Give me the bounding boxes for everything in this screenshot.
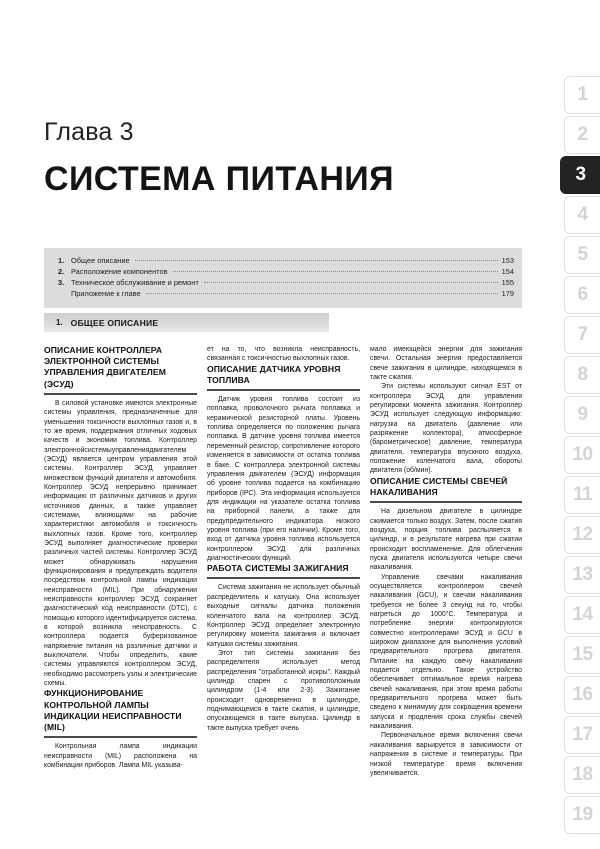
toc-entry-label: Техническое обслуживание и ремонт	[71, 278, 199, 287]
chapter-tab-3[interactable]: 3	[560, 156, 600, 194]
chapter-tab-5[interactable]: 5	[564, 236, 600, 274]
heading-ecm-description: ОПИСАНИЕ КОНТРОЛЛЕРА ЭЛЕКТРОННОЙ СИСТЕМЫ УПРАВЛЕНИЯ ДВИГАТЕЛЕМ (ЭСУД)	[44, 345, 167, 389]
chapter-title: СИСТЕМА ПИТАНИЯ	[44, 160, 394, 198]
toc-entry-number: 3.	[58, 278, 65, 287]
chapter-tab-19[interactable]: 19	[564, 796, 600, 834]
toc-entry-label: Расположение компонентов	[71, 267, 168, 276]
chapter-tab-16[interactable]: 16	[564, 676, 600, 714]
chapter-tab-15[interactable]: 15	[564, 636, 600, 674]
heading-rule	[207, 389, 360, 391]
paragraph: В силовой установке имеются электронные системы управления, предназначенные для уменьшения токсичности выхлопных газов и, в то же время, поддержания отличных ходовых качеств и экономии топлива. Контроллер электроннойсистемыуправлениядвигателем (ЭСУД) является центром управления этой системы. Контроллер ЭСУД управляет множеством функций двигателя и автомобиля. Контроллер ЭСУД непрерывно принимает информацию от различных датчиков и других источников данных, а также управляет системами, влияющими на рабочие характеристики автомобиля и токсичность выхлопных газов. Кроме того, контроллер ЭСУД выполняет диагностические проверки различных частей системы. Контроллер ЭСУД может обнаруживать нарушения функционирования и предупреждать водителя посредством контрольной лампы индикации неисправности (MIL). При обнаружении неисправности контроллер ЭСУД сохраняет диагностический код неисправности (DTC), с помощью которого идентифицируется система, в которой возникла неисправность. С контроллера подается буферизованное напряжение питания на различные датчики и выключатели. Чтобы определить, какие системы управляются контроллером ЭСУД, необходимо рассмотреть узлы и электрические схемы.	[44, 399, 197, 688]
chapter-tab-17[interactable]: 17	[564, 716, 600, 754]
chapter-tab-10[interactable]: 10	[564, 436, 600, 474]
chapter-tab-6[interactable]: 6	[564, 276, 600, 314]
toc-entry[interactable]	[44, 277, 522, 288]
toc-leader-dots	[135, 260, 498, 261]
chapter-label: Глава 3	[44, 118, 134, 146]
toc-leader-dots	[204, 282, 498, 283]
toc-entry-number: 2.	[58, 267, 65, 276]
heading-fuel-level-sensor: ОПИСАНИЕ ДАТЧИКА УРОВНЯ ТОПЛИВА	[207, 363, 341, 385]
toc-entry-page: 154	[501, 267, 514, 276]
heading-ignition-system: РАБОТА СИСТЕМЫ ЗАЖИГАНИЯ	[207, 563, 349, 574]
chapter-tab-9[interactable]: 9	[564, 396, 600, 434]
toc-entry-number: 1.	[58, 256, 65, 265]
section-title: ОБЩЕЕ ОПИСАНИЕ	[70, 317, 159, 328]
column-1	[44, 345, 197, 835]
body-columns	[44, 345, 522, 835]
chapter-tab-2[interactable]: 2	[564, 116, 600, 154]
chapter-tab-7[interactable]: 7	[564, 316, 600, 354]
chapter-tab-14[interactable]: 14	[564, 596, 600, 634]
paragraph: Первоначальное время включения свечи накаливания варьируется в зависимости от напряжения в системе и температуры. При низкой температуре время включения увеличивается.	[370, 732, 522, 777]
paragraph: Эти системы используют сигнал EST от контроллера ЭСУД для управления регулировки момента зажигания. Контроллер ЭСУД использует следующую информацию: нагрузка на двигатель (давление или разряжение коллектора), атмосферное (барометрическое) давление, температура двигателя, температура впускного воздуха, положение коленчатого вала, обороты двигателя (об/мин).	[370, 383, 522, 475]
column-3	[370, 345, 522, 835]
chapter-tab-18[interactable]: 18	[564, 756, 600, 794]
paragraph: Система зажигания не использует обычный распределитель и катушку. Она использует выходные сигналы датчика положения коленчатого вала на контроллер ЭСУД. Контроллер ЭСУД определяет электронную регулировку момента зажигания и включает катушки системы зажигания.	[207, 584, 360, 648]
heading-rule	[370, 501, 522, 503]
toc-entry[interactable]	[44, 266, 522, 277]
paragraph-continued: мало имеющейся энергии для зажигания свечи. Остальная энергия предоставляется свече зажигания в цилиндре, находящемся в такте сжатия.	[370, 346, 522, 382]
paragraph: Датчик уровня топлива состоит из поплавка, проволочного рычага поплавка и керамической резисторной платы. Уровень топлива определяется по положению рычага поплавка. В датчике уровня топлива имеется переменный резистор, сопротивление которого изменяется в зависимости от остатка топлива в баке. С контроллера электронной системы управления двигателем (ЭСУД) информация об уровне топлива подается на комбинацию приборов (IPC). Эта информация используется для индикации на указателе остатка топлива на приборной панели, а также для предупредительного индикатора низкого уровня топлива (при его наличии). Кроме того, вход от датчика уровня топлива используется контроллером ЭСУД для различных диагностических функций.	[207, 396, 360, 562]
toc-entry-page: 179	[501, 289, 514, 298]
heading-mil-operation: ФУНКЦИОНИРОВАНИЕ КОНТРОЛЬНОЙ ЛАМПЫ ИНДИКАЦИИ НЕИСПРАВНОСТИ (MIL)	[44, 688, 182, 733]
toc-entry[interactable]	[44, 288, 522, 299]
column-2	[207, 345, 360, 835]
heading-glow-plug-system: ОПИСАНИЕ СИСТЕМЫ СВЕЧЕЙ НАКАЛИВАНИЯ	[370, 475, 508, 498]
chapter-tab-8[interactable]: 8	[564, 356, 600, 394]
paragraph-continued: ет на то, что возникла неисправность, связанная с токсичностью выхлопных газов.	[207, 346, 360, 363]
paragraph: На дизельном двигателе в цилиндре сжимается только воздух. Затем, после сжатия воздуха, порция топлива распыляется в цилиндр, и в результате нагрева при сжатии происходит воспламенение. Для облегчения пуска двигателя используются четыре свечи накаливания.	[370, 508, 522, 572]
toc-leader-dots	[146, 293, 498, 294]
section-number: 1.	[56, 318, 63, 327]
heading-rule	[207, 577, 360, 579]
chapter-tab-13[interactable]: 13	[564, 556, 600, 594]
paragraph: Этот тип системы зажигания без распределителя использует метод распределения "отработанной искры". Каждый цилиндр спарен с противоположным цилиндром (1-4 или 2-3). Зажигание происходит одновременно в цилиндре, поднимающемся в такте сжатия, и цилиндре, опускающемся в такте выпуска. Цилиндр в такте выпуска требует очень	[207, 649, 360, 732]
toc-entry[interactable]	[44, 255, 522, 266]
chapter-tab-strip	[556, 0, 600, 849]
chapter-tab-11[interactable]: 11	[564, 476, 600, 514]
paragraph: Управление свечами накаливания осуществляется контроллером свечей накаливания (GCU), и свечам накаливания требуется не более 3 секунд на то, чтобы нагреться до 1000°C. Температура и потребление энергии контролируются совместно контроллерами ЭСУД и GCU в широком диапазоне для выполнения условий предварительного прогрева двигателя. Питание на каждую свечу накаливания подается отдельно. Такое устройство обеспечивает оптимальное время нагрева свечей накаливания, при этом время работы предварительного прогрева может быть сведено к минимуму для сокращения времени запуска и продления срока службы свечей накаливания.	[370, 573, 522, 731]
toc-entry-label: Общее описание	[71, 256, 130, 265]
chapter-tab-4[interactable]: 4	[564, 196, 600, 234]
heading-rule	[44, 393, 197, 395]
heading-rule	[44, 736, 197, 738]
table-of-contents	[44, 248, 522, 308]
toc-entry-label: Приложение к главе	[71, 289, 141, 298]
section-header-bar	[44, 313, 329, 332]
chapter-tab-12[interactable]: 12	[564, 516, 600, 554]
chapter-tab-1[interactable]: 1	[564, 76, 600, 114]
paragraph: Контрольная лампа индикации неисправности (MIL) расположена на комбинации приборов. Лампа MIL указыва-	[44, 743, 197, 769]
toc-leader-dots	[173, 271, 498, 272]
toc-entry-page: 155	[501, 278, 514, 287]
toc-entry-page: 153	[501, 256, 514, 265]
